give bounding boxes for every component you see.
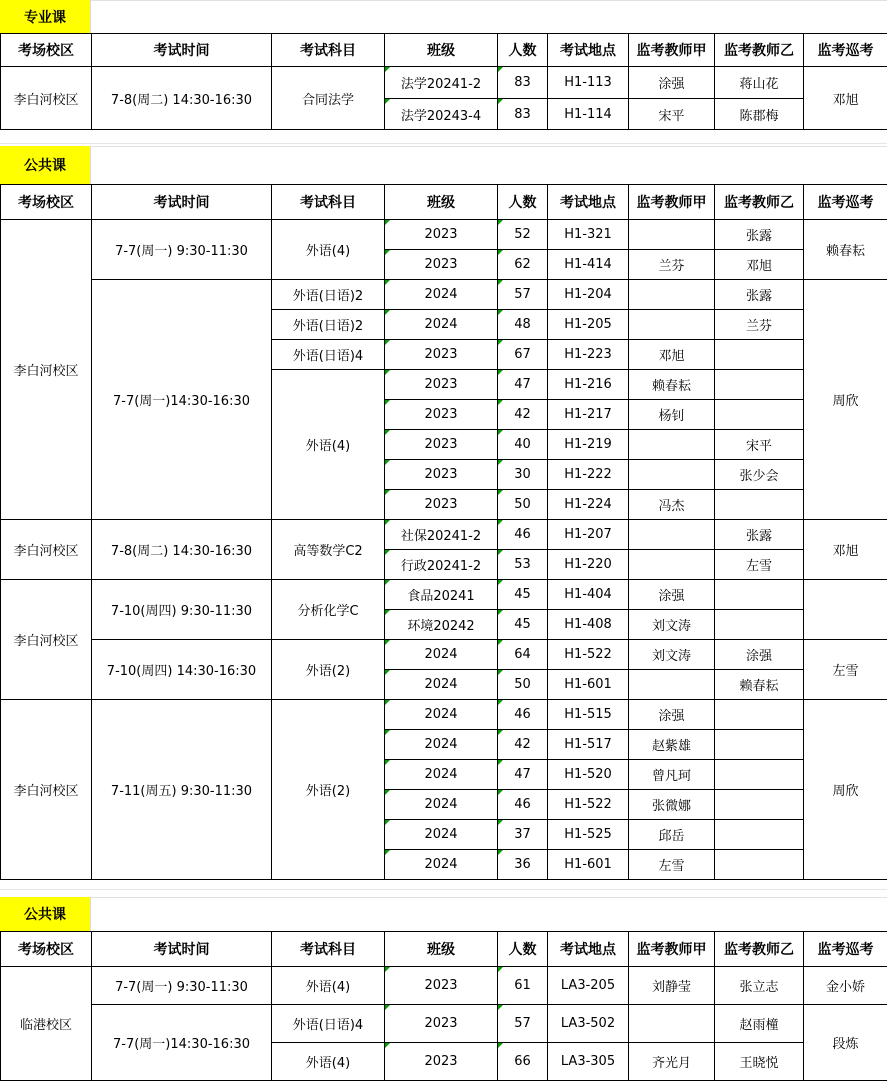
room-cell[interactable]: H1-207 (548, 520, 629, 550)
teacher-a-cell[interactable] (629, 670, 715, 700)
count-cell[interactable]: 50 (498, 490, 548, 520)
teacher-b-cell[interactable]: 左雪 (715, 550, 804, 580)
count-cell[interactable]: 46 (498, 700, 548, 730)
table-row (1, 967, 887, 1005)
subject-cell[interactable]: 分析化学C (272, 580, 385, 640)
class-cell[interactable]: 2023 (385, 340, 498, 370)
class-cell[interactable]: 2023 (385, 460, 498, 490)
room-cell[interactable]: H1-522 (548, 640, 629, 670)
header-room: 考试地点 (548, 932, 629, 967)
class-cell[interactable]: 2024 (385, 640, 498, 670)
room-cell[interactable]: H1-522 (548, 790, 629, 820)
header-row (1, 185, 887, 220)
subject-cell[interactable]: 外语(4) (272, 370, 385, 520)
room-cell[interactable]: H1-223 (548, 340, 629, 370)
class-cell[interactable]: 2023 (385, 490, 498, 520)
room-cell[interactable]: H1-220 (548, 550, 629, 580)
room-cell[interactable]: H1-601 (548, 850, 629, 880)
subject-cell[interactable]: 外语(4) (272, 1043, 385, 1081)
time-cell[interactable]: 7-10(周四) 14:30-16:30 (92, 640, 272, 700)
room-cell[interactable]: H1-216 (548, 370, 629, 400)
room-cell[interactable]: H1-113 (548, 67, 629, 99)
section-label-public-2: 公共课 (0, 897, 91, 931)
room-cell[interactable]: H1-321 (548, 220, 629, 250)
time-cell[interactable]: 7-8(周二) 14:30-16:30 (92, 67, 272, 130)
class-cell[interactable]: 2023 (385, 967, 498, 1005)
time-cell[interactable]: 7-8(周二) 14:30-16:30 (92, 520, 272, 580)
room-cell[interactable]: H1-517 (548, 730, 629, 760)
teacher-b-cell[interactable]: 张少会 (715, 460, 804, 490)
room-cell[interactable]: H1-222 (548, 460, 629, 490)
room-cell[interactable]: H1-515 (548, 700, 629, 730)
public-course-table-2 (0, 931, 887, 1081)
teacher-a-cell[interactable] (629, 550, 715, 580)
room-cell[interactable]: H1-224 (548, 490, 629, 520)
campus-cell[interactable]: 李白河校区 (1, 580, 92, 700)
patrol-cell[interactable]: 金小娇 (804, 967, 887, 1005)
class-cell[interactable]: 2023 (385, 400, 498, 430)
time-cell[interactable]: 7-10(周四) 9:30-11:30 (92, 580, 272, 640)
header-campus: 考场校区 (1, 34, 92, 67)
teacher-a-cell[interactable] (629, 310, 715, 340)
header-patrol: 监考巡考 (804, 185, 887, 220)
room-cell[interactable]: H1-525 (548, 820, 629, 850)
class-cell[interactable]: 2023 (385, 1043, 498, 1081)
subject-cell[interactable]: 外语(日语)4 (272, 340, 385, 370)
header-teacher-a: 监考教师甲 (629, 185, 715, 220)
room-cell[interactable]: LA3-502 (548, 1005, 629, 1043)
class-cell[interactable]: 2024 (385, 850, 498, 880)
teacher-b-cell[interactable] (715, 340, 804, 370)
subject-cell[interactable]: 外语(4) (272, 220, 385, 280)
teacher-b-cell[interactable]: 王晓悦 (715, 1043, 804, 1081)
count-cell[interactable]: 37 (498, 820, 548, 850)
count-cell[interactable]: 48 (498, 310, 548, 340)
subject-cell[interactable]: 外语(4) (272, 967, 385, 1005)
teacher-b-cell[interactable] (715, 850, 804, 880)
header-patrol: 监考巡考 (804, 34, 887, 67)
time-cell[interactable]: 7-7(周一) 9:30-11:30 (92, 220, 272, 280)
patrol-cell[interactable]: 邓旭 (804, 67, 887, 130)
room-cell[interactable]: H1-219 (548, 430, 629, 460)
header-time: 考试时间 (92, 34, 272, 67)
class-cell[interactable]: 2023 (385, 370, 498, 400)
header-time: 考试时间 (92, 932, 272, 967)
header-campus: 考场校区 (1, 932, 92, 967)
count-cell[interactable]: 64 (498, 640, 548, 670)
subject-cell[interactable]: 外语(日语)2 (272, 280, 385, 310)
teacher-b-cell[interactable]: 张立志 (715, 967, 804, 1005)
teacher-a-cell[interactable]: 刘静莹 (629, 967, 715, 1005)
teacher-a-cell[interactable] (629, 430, 715, 460)
count-cell[interactable]: 45 (498, 610, 548, 640)
header-teacher-a: 监考教师甲 (629, 932, 715, 967)
room-cell[interactable]: LA3-305 (548, 1043, 629, 1081)
room-cell[interactable]: H1-205 (548, 310, 629, 340)
teacher-a-cell[interactable] (629, 1005, 715, 1043)
header-row (1, 932, 887, 967)
class-cell[interactable]: 2024 (385, 730, 498, 760)
teacher-b-cell[interactable]: 张露 (715, 520, 804, 550)
header-campus: 考场校区 (1, 185, 92, 220)
patrol-cell[interactable] (804, 580, 887, 640)
teacher-a-cell[interactable]: 宋平 (629, 99, 715, 130)
teacher-b-cell[interactable]: 赵雨橦 (715, 1005, 804, 1043)
teacher-a-cell[interactable]: 刘文涛 (629, 610, 715, 640)
count-cell[interactable]: 47 (498, 760, 548, 790)
patrol-cell[interactable]: 左雪 (804, 640, 887, 700)
header-subject: 考试科目 (272, 185, 385, 220)
class-cell[interactable]: 2024 (385, 760, 498, 790)
subject-cell[interactable]: 外语(2) (272, 640, 385, 700)
teacher-b-cell[interactable]: 张露 (715, 280, 804, 310)
room-cell[interactable]: H1-520 (548, 760, 629, 790)
count-cell[interactable]: 83 (498, 67, 548, 99)
table-row (1, 580, 887, 610)
count-cell[interactable]: 83 (498, 99, 548, 130)
teacher-a-cell[interactable]: 左雪 (629, 850, 715, 880)
class-cell[interactable]: 2023 (385, 220, 498, 250)
teacher-a-cell[interactable]: 涂强 (629, 67, 715, 99)
subject-cell[interactable]: 外语(日语)2 (272, 310, 385, 340)
header-teacher-a: 监考教师甲 (629, 34, 715, 67)
teacher-b-cell[interactable] (715, 700, 804, 730)
count-cell[interactable]: 62 (498, 250, 548, 280)
teacher-a-cell[interactable]: 杨钊 (629, 400, 715, 430)
time-cell[interactable]: 7-7(周一) 9:30-11:30 (92, 967, 272, 1005)
table-row (1, 280, 887, 310)
teacher-b-cell[interactable]: 涂强 (715, 640, 804, 670)
count-cell[interactable]: 47 (498, 370, 548, 400)
time-cell[interactable]: 7-7(周一)14:30-16:30 (92, 1005, 272, 1081)
count-cell[interactable]: 36 (498, 850, 548, 880)
teacher-a-cell[interactable]: 冯杰 (629, 490, 715, 520)
campus-cell[interactable]: 李白河校区 (1, 220, 92, 520)
campus-cell[interactable]: 李白河校区 (1, 520, 92, 580)
subject-cell[interactable]: 合同法学 (272, 67, 385, 130)
count-cell[interactable]: 45 (498, 580, 548, 610)
count-cell[interactable]: 42 (498, 730, 548, 760)
patrol-cell[interactable]: 段炼 (804, 1005, 887, 1081)
teacher-a-cell[interactable]: 邓旭 (629, 340, 715, 370)
teacher-a-cell[interactable]: 齐光月 (629, 1043, 715, 1081)
teacher-a-cell[interactable] (629, 220, 715, 250)
room-cell[interactable]: H1-601 (548, 670, 629, 700)
campus-cell[interactable]: 李白河校区 (1, 67, 92, 130)
room-cell[interactable]: H1-217 (548, 400, 629, 430)
count-cell[interactable]: 40 (498, 430, 548, 460)
count-cell[interactable]: 46 (498, 520, 548, 550)
section-label-major: 专业课 (0, 0, 91, 33)
header-class: 班级 (385, 932, 498, 967)
teacher-b-cell[interactable]: 蒋山花 (715, 67, 804, 99)
header-subject: 考试科目 (272, 932, 385, 967)
header-count: 人数 (498, 34, 548, 67)
table-row (1, 640, 887, 670)
patrol-cell[interactable]: 邓旭 (804, 520, 887, 580)
teacher-b-cell[interactable] (715, 790, 804, 820)
count-cell[interactable]: 57 (498, 1005, 548, 1043)
count-cell[interactable]: 61 (498, 967, 548, 1005)
count-cell[interactable]: 67 (498, 340, 548, 370)
count-cell[interactable]: 53 (498, 550, 548, 580)
class-cell[interactable]: 食品20241 (385, 580, 498, 610)
campus-cell[interactable]: 李白河校区 (1, 700, 92, 880)
subject-cell[interactable]: 外语(2) (272, 700, 385, 880)
table-row (1, 520, 887, 550)
teacher-a-cell[interactable] (629, 460, 715, 490)
count-cell[interactable]: 52 (498, 220, 548, 250)
teacher-a-cell[interactable]: 涂强 (629, 580, 715, 610)
header-patrol: 监考巡考 (804, 932, 887, 967)
campus-cell[interactable]: 临港校区 (1, 967, 92, 1081)
class-cell[interactable]: 行政20241-2 (385, 550, 498, 580)
teacher-a-cell[interactable] (629, 280, 715, 310)
teacher-b-cell[interactable] (715, 820, 804, 850)
teacher-b-cell[interactable] (715, 370, 804, 400)
class-cell[interactable]: 2024 (385, 280, 498, 310)
header-class: 班级 (385, 185, 498, 220)
subject-cell[interactable]: 高等数学C2 (272, 520, 385, 580)
teacher-b-cell[interactable]: 邓旭 (715, 250, 804, 280)
class-cell[interactable]: 2024 (385, 790, 498, 820)
count-cell[interactable]: 57 (498, 280, 548, 310)
teacher-a-cell[interactable]: 涂强 (629, 700, 715, 730)
header-teacher-b: 监考教师乙 (715, 185, 804, 220)
class-cell[interactable]: 法学20241-2 (385, 67, 498, 99)
class-cell[interactable]: 法学20243-4 (385, 99, 498, 130)
teacher-b-cell[interactable] (715, 730, 804, 760)
public-course-table-1 (0, 184, 887, 880)
class-cell[interactable]: 环境20242 (385, 610, 498, 640)
patrol-cell[interactable]: 赖春耘 (804, 220, 887, 280)
teacher-a-cell[interactable]: 赵紫雄 (629, 730, 715, 760)
class-cell[interactable]: 2023 (385, 1005, 498, 1043)
patrol-cell[interactable]: 周欣 (804, 280, 887, 520)
class-cell[interactable]: 2024 (385, 670, 498, 700)
header-class: 班级 (385, 34, 498, 67)
teacher-b-cell[interactable] (715, 580, 804, 610)
time-cell[interactable]: 7-7(周一)14:30-16:30 (92, 280, 272, 520)
teacher-b-cell[interactable] (715, 400, 804, 430)
teacher-a-cell[interactable]: 赖春耘 (629, 370, 715, 400)
class-cell[interactable]: 2024 (385, 820, 498, 850)
header-time: 考试时间 (92, 185, 272, 220)
patrol-cell[interactable]: 周欣 (804, 700, 887, 880)
header-room: 考试地点 (548, 185, 629, 220)
teacher-b-cell[interactable] (715, 760, 804, 790)
subject-cell[interactable]: 外语(日语)4 (272, 1005, 385, 1043)
teacher-b-cell[interactable] (715, 610, 804, 640)
class-cell[interactable]: 社保20241-2 (385, 520, 498, 550)
class-cell[interactable]: 2024 (385, 310, 498, 340)
header-count: 人数 (498, 932, 548, 967)
teacher-a-cell[interactable]: 曾凡珂 (629, 760, 715, 790)
class-cell[interactable]: 2023 (385, 430, 498, 460)
teacher-b-cell[interactable]: 兰芬 (715, 310, 804, 340)
room-cell[interactable]: H1-404 (548, 580, 629, 610)
count-cell[interactable]: 46 (498, 790, 548, 820)
table-row (1, 700, 887, 730)
teacher-a-cell[interactable]: 邱岳 (629, 820, 715, 850)
teacher-b-cell[interactable] (715, 490, 804, 520)
room-cell[interactable]: H1-414 (548, 250, 629, 280)
header-row (1, 34, 887, 67)
table-row (1, 1005, 887, 1043)
teacher-b-cell[interactable]: 宋平 (715, 430, 804, 460)
class-cell[interactable]: 2023 (385, 250, 498, 280)
section-label-public-1: 公共课 (0, 146, 91, 184)
teacher-b-cell[interactable]: 赖春耘 (715, 670, 804, 700)
room-cell[interactable]: H1-114 (548, 99, 629, 130)
teacher-a-cell[interactable]: 刘文涛 (629, 640, 715, 670)
teacher-a-cell[interactable]: 兰芬 (629, 250, 715, 280)
header-count: 人数 (498, 185, 548, 220)
header-room: 考试地点 (548, 34, 629, 67)
count-cell[interactable]: 50 (498, 670, 548, 700)
table-row (1, 220, 887, 250)
class-cell[interactable]: 2024 (385, 700, 498, 730)
teacher-a-cell[interactable] (629, 520, 715, 550)
teacher-b-cell[interactable]: 张露 (715, 220, 804, 250)
room-cell[interactable]: LA3-205 (548, 967, 629, 1005)
header-subject: 考试科目 (272, 34, 385, 67)
count-cell[interactable]: 30 (498, 460, 548, 490)
count-cell[interactable]: 66 (498, 1043, 548, 1081)
room-cell[interactable]: H1-204 (548, 280, 629, 310)
time-cell[interactable]: 7-11(周五) 9:30-11:30 (92, 700, 272, 880)
header-teacher-b: 监考教师乙 (715, 932, 804, 967)
teacher-a-cell[interactable]: 张微娜 (629, 790, 715, 820)
header-teacher-b: 监考教师乙 (715, 34, 804, 67)
major-course-table (0, 33, 887, 130)
teacher-b-cell[interactable]: 陈郡梅 (715, 99, 804, 130)
count-cell[interactable]: 42 (498, 400, 548, 430)
table-row (1, 67, 887, 99)
room-cell[interactable]: H1-408 (548, 610, 629, 640)
